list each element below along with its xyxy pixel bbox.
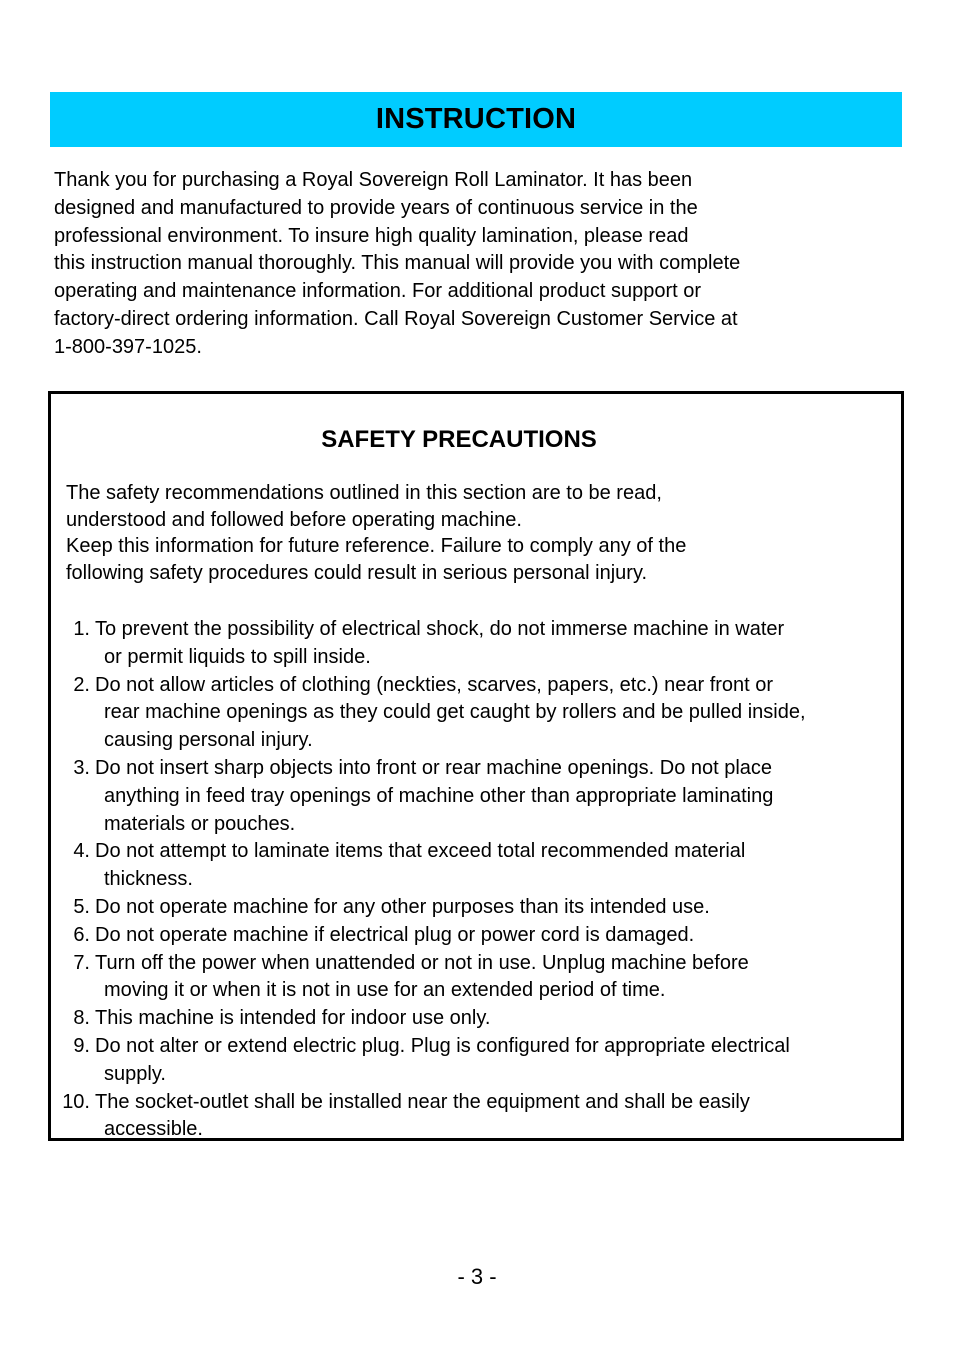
safety-rule-line: supply. (104, 1062, 166, 1085)
safety-rule-line: Do not allow articles of clothing (neckties, scarves, papers, etc.) near front or (95, 673, 774, 696)
safety-rule-line: Turn off the power when unattended or not in use. Unplug machine before (95, 951, 749, 974)
safety-rule-item (51, 1005, 891, 1033)
safety-rule-line: Do not operate machine if electrical plug or power cord is damaged. (95, 923, 695, 946)
safety-rule-line: or permit liquids to spill inside. (104, 645, 371, 668)
safety-rule-line: materials or pouches. (104, 812, 296, 835)
safety-rule-item (51, 838, 891, 894)
safety-rule-line: accessible. (104, 1118, 203, 1141)
safety-rule-line: rear machine openings as they could get caught by rollers and be pulled inside, (104, 701, 806, 724)
safety-rule-number: 8. (73, 1007, 90, 1030)
safety-rule-number: 7. (73, 951, 90, 974)
safety-rule-item (51, 1089, 891, 1145)
safety-rule-text (90, 838, 891, 894)
safety-rule-line: Do not insert sharp objects into front or rear machine openings. Do not place (95, 756, 773, 779)
safety-rule-number: 5. (73, 895, 90, 918)
safety-rule-number: 1. (73, 618, 90, 640)
safety-intro-line: The safety recommendations outlined in this section are to be read, (66, 482, 662, 504)
page-title: INSTRUCTION (375, 103, 577, 135)
safety-rule-number: 6. (73, 923, 90, 946)
safety-rule-text (90, 1033, 891, 1089)
safety-rules-list (51, 616, 891, 1144)
title-bar (50, 92, 902, 147)
safety-rule-line: The socket-outlet shall be installed near the equipment and shall be easily (95, 1090, 750, 1113)
safety-rule-line: To prevent the possibility of electrical shock, do not immerse machine in water (95, 618, 785, 640)
safety-title: SAFETY PRECAUTIONS (321, 426, 597, 453)
safety-rule-number: 3. (73, 756, 90, 779)
safety-rule-line: Do not operate machine for any other purposes than its intended use. (95, 895, 710, 918)
safety-rule-line: anything in feed tray openings of machine other than appropriate laminating (104, 784, 774, 807)
safety-intro-line: Keep this information for future reference. Failure to comply any of the (66, 535, 687, 558)
safety-rule-line: thickness. (104, 868, 193, 891)
safety-rule-text (90, 616, 891, 672)
safety-precautions-box (48, 391, 904, 1141)
safety-rule-line: Do not attempt to laminate items that exceed total recommended material (95, 840, 746, 863)
safety-rule-text (90, 894, 891, 922)
safety-rule-item (51, 922, 891, 950)
safety-rule-line: This machine is intended for indoor use only. (95, 1007, 491, 1030)
safety-rule-item (51, 950, 891, 1006)
safety-rule-line: causing personal injury. (104, 729, 313, 752)
safety-intro (66, 480, 866, 587)
safety-rule-item (51, 672, 891, 755)
safety-rule-line: Do not alter or extend electric plug. Plug is configured for appropriate electrical (95, 1034, 790, 1057)
safety-rule-item (51, 1033, 891, 1089)
safety-intro-line: following safety procedures could result in serious personal injury. (66, 562, 648, 585)
safety-rule-number: 4. (73, 840, 90, 863)
safety-rule-text (90, 1005, 891, 1033)
safety-rule-item (51, 894, 891, 922)
intro-paragraph: Thank you for purchasing a Royal Sovereign Roll Laminator. It has been designed and manufactured to provide years of continuous service in the professional environment. To insure high quality lamination, please read this instruction manual thoroughly. This manual will provide you with complete operating and maintenance information. For additional product support or factory-direct ordering information. Call Royal Sovereign Customer Service at 1-800-397-1025. (54, 169, 741, 358)
safety-rule-line: moving it or when it is not in use for an extended period of time. (104, 979, 666, 1002)
page-number: - 3 - (457, 1264, 497, 1289)
safety-rule-number: 9. (73, 1034, 90, 1057)
safety-rule-item (51, 755, 891, 838)
safety-rule-number: 10. (62, 1090, 90, 1113)
safety-rule-number: 2. (73, 673, 90, 696)
safety-rule-text (90, 922, 891, 950)
safety-rule-text (90, 755, 891, 838)
safety-rule-text (90, 672, 891, 755)
safety-rule-text (90, 1089, 891, 1145)
safety-rule-item (51, 616, 891, 672)
safety-intro-line: understood and followed before operating machine. (66, 508, 522, 531)
safety-rule-text (90, 950, 891, 1006)
